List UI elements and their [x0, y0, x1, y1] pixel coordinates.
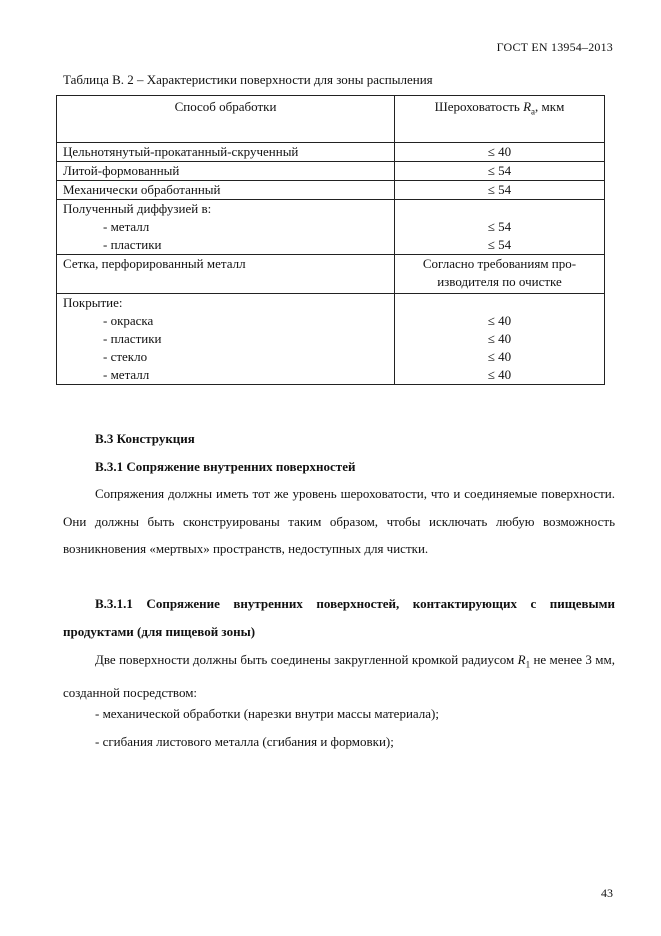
heading-b31: В.3.1 Сопряжение внутренних поверхностей [95, 459, 356, 474]
cell-value: ≤ 54 [395, 181, 605, 200]
table-header-row [57, 96, 605, 143]
table-row [57, 143, 605, 162]
column-header-roughness: Шероховатость $R_a$, мкм [395, 96, 605, 143]
table-row [57, 200, 605, 255]
column-header-method: Способ обработки [57, 96, 395, 143]
cell-method: Сетка, перфорированный металл [57, 255, 395, 294]
cell-value: ≤ 54 ≤ 54 [395, 200, 605, 255]
roughness-table [56, 95, 605, 385]
table-row [57, 255, 605, 294]
heading-b311: В.3.1.1 Сопряжение внутренних поверхностей, контактирующих с пищевыми продуктами (для пищевой зоны) [63, 596, 615, 639]
heading-b3: В.3 Конструкция [95, 431, 195, 446]
table-caption: Таблица В. 2 – Характеристики поверхности для зоны распыления [63, 72, 433, 87]
paragraph-b31: Сопряжения должны иметь тот же уровень шероховатости, что и соединяемые поверхности. Они должны быть сконструированы таким образом, чтобы исключать любую возможность возникновения «мертвых» пространств, недоступных для чистки. [63, 486, 615, 556]
page-number: 43 [601, 886, 613, 900]
paragraph-b311: Две поверхности должны быть соединены закругленной кромкой радиусом $R_1$ не менее 3 мм, созданной посредством: [63, 652, 615, 701]
cell-method: Цельнотянутый-прокатанный-скрученный [57, 143, 395, 162]
cell-value: ≤ 40 ≤ 40 ≤ 40 ≤ 40 [395, 294, 605, 385]
list-item: - механической обработки (нарезки внутри массы материала); [95, 706, 439, 721]
document-code: ГОСТ EN 13954–2013 [496, 40, 613, 54]
table-row [57, 294, 605, 385]
cell-value: Согласно требованиям про- изводителя по очистке [395, 255, 605, 294]
cell-method: Покрытие: - окраска - пластики - стекло - металл [57, 294, 395, 385]
table-row [57, 162, 605, 181]
table-row [57, 181, 605, 200]
cell-value: ≤ 40 [395, 143, 605, 162]
cell-method: Механически обработанный [57, 181, 395, 200]
cell-method: Литой-формованный [57, 162, 395, 181]
list-item: - сгибания листового металла (сгибания и формовки); [95, 734, 394, 749]
cell-method: Полученный диффузией в: - металл - пластики [57, 200, 395, 255]
cell-value: ≤ 54 [395, 162, 605, 181]
